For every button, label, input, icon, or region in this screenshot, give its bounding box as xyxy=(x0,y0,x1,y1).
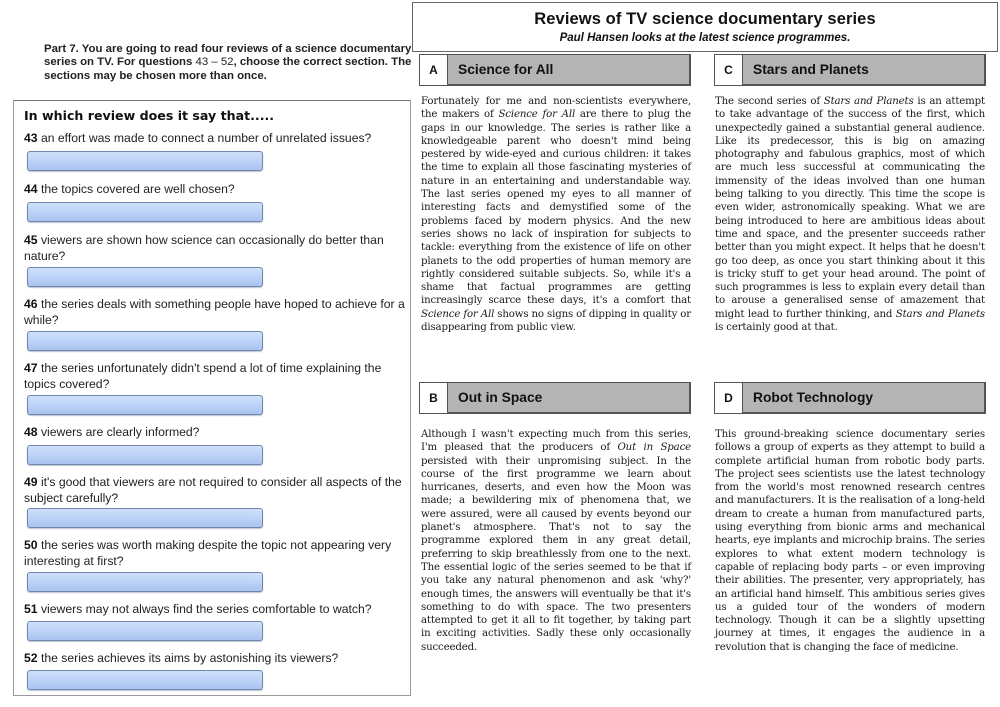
question-49 xyxy=(24,474,406,506)
section-header-b xyxy=(419,382,691,414)
question-text: viewers are clearly informed? xyxy=(37,425,200,439)
question-text: the series achieves its aims by astonishing its viewers? xyxy=(37,651,339,665)
section-letter: D xyxy=(714,382,742,414)
article-title-box xyxy=(412,2,998,52)
question-number: 52 xyxy=(24,651,38,665)
article-title: Reviews of TV science documentary series xyxy=(534,10,876,28)
question-number: 45 xyxy=(24,233,38,247)
question-52 xyxy=(24,650,406,666)
review-text-a: Fortunately for me and non-scientists everywhere, the makers of Science for All are there to plug the gaps in our knowledge. The series is rather like a knowledgeable parent who doesn't mind being pestered by wide-eyed and curious children: it takes the time to explain all those fascinating mysteries of nature in an entertaining and understandable way. The last series opened my eyes to all manner of interesting facts and demystified some of the problems faced by modern physics. And the new series shows no lack of inspiration for subjects to tackle: everything from the existence of life on other planets to the odd properties of human memory are rightly considered suitable subjects. So, while it's a shame that factual programmes are getting increasingly scarce these days, it's a comfort that Science for All shows no signs of dipping in quality or disappearing from public view. xyxy=(421,96,691,334)
article-subtitle: Paul Hansen looks at the latest science programmes. xyxy=(559,32,851,44)
question-number: 43 xyxy=(24,131,38,145)
answer-input-48[interactable] xyxy=(27,445,263,465)
question-text: the topics covered are well chosen? xyxy=(37,182,235,196)
answer-input-52[interactable] xyxy=(27,670,263,690)
series-title: Out in Space xyxy=(617,442,692,454)
question-number: 49 xyxy=(24,475,38,489)
question-48 xyxy=(24,424,406,440)
section-header-c xyxy=(714,54,986,86)
answer-input-44[interactable] xyxy=(27,202,263,222)
series-title: Science for All xyxy=(498,109,576,121)
answer-input-49[interactable] xyxy=(27,508,263,528)
question-number: 47 xyxy=(24,361,38,375)
question-number: 44 xyxy=(24,182,38,196)
question-text: the series unfortunately didn't spend a lot of time explaining the topics covered? xyxy=(24,361,382,391)
question-46 xyxy=(24,296,406,328)
section-header-d xyxy=(714,382,986,414)
series-title: Stars and Planets xyxy=(823,96,914,107)
question-number: 48 xyxy=(24,425,38,439)
instructions-text-after: , choose the correct section. The sections may be chosen more than once. xyxy=(44,56,412,82)
question-47 xyxy=(24,360,406,392)
question-number: 46 xyxy=(24,297,38,311)
question-45 xyxy=(24,232,406,264)
question-text: viewers are shown how science can occasionally do better than nature? xyxy=(24,233,384,263)
question-panel-heading: In which review does it say that..... xyxy=(24,108,275,123)
series-title: Stars and Planets xyxy=(895,308,985,320)
review-text-d: This ground-breaking science documentary series follows a group of experts as they attempt to build a complete artificial human from robotic body parts. The project sees scientists use the latest technology from the world's most renowned research centres and manufacturers. It is the realisation of a long-held dream to create a human from manufactured parts, using everything from bionic arms and mechanical hearts, eye implants and microchip brains. The series explores to what extent modern technology is capable of replacing body parts – or even improving their abilities. The presenter, very appropriately, has an artificial hand himself. This ambitious series gives us a guided tour of the wonders of modern technology. Though it can be a slightly upsetting journey at times, it engages the audience in a revolution that is changing the face of medicine. xyxy=(715,429,985,653)
question-50 xyxy=(24,537,406,569)
question-number: 50 xyxy=(24,538,38,552)
section-name: Stars and Planets xyxy=(742,54,986,86)
question-text: an effort was made to connect a number of unrelated issues? xyxy=(37,131,372,145)
section-letter: B xyxy=(419,382,447,414)
review-text-c: The second series of Stars and Planets is an attempt to take advantage of the success of the first, which unexpectedly gained a substantial general audience. Like its predecessor, this is big on amazing photography and fabulous graphics, most of which are much less successful at communicating the immensity of the ideas involved than one human being talking to you directly. This time the scope is even wider, astronomically speaking. What we are being introduced to here are ambitious ideas about time and space, and the presenter succeeds rather better than you might expect. It helps that he doesn't go too deep, as once you start thinking about it this is tricky stuff to get your head around. The point of such programmes is less to explain every detail than to arouse a generalised sense of amazement that might lead to further thinking, and Stars and Planets is certainly good at that. xyxy=(715,96,985,334)
instructions xyxy=(44,43,416,83)
series-title: Science for All xyxy=(421,308,495,320)
answer-input-46[interactable] xyxy=(27,331,263,351)
question-text: the series deals with something people have hoped to achieve for a while? xyxy=(24,297,405,327)
section-header-a xyxy=(419,54,691,86)
answer-input-45[interactable] xyxy=(27,267,263,287)
section-letter: A xyxy=(419,54,447,86)
section-letter: C xyxy=(714,54,742,86)
question-text: the series was worth making despite the topic not appearing very interesting at first? xyxy=(24,538,392,568)
question-panel xyxy=(13,100,411,696)
section-name: Robot Technology xyxy=(742,382,986,414)
section-name: Science for All xyxy=(447,54,691,86)
instructions-text-before: Part 7. You are going to read four reviews of a science documentary series on TV. For questions xyxy=(44,43,412,69)
question-51 xyxy=(24,601,406,617)
question-range: 43 – 52 xyxy=(195,56,234,69)
answer-input-47[interactable] xyxy=(27,395,263,415)
section-name: Out in Space xyxy=(447,382,691,414)
question-44 xyxy=(24,181,406,197)
question-text: it's good that viewers are not required to consider all aspects of the subject carefully? xyxy=(24,475,402,505)
question-43 xyxy=(24,130,406,146)
answer-input-50[interactable] xyxy=(27,572,263,592)
question-number: 51 xyxy=(24,602,38,616)
answer-input-51[interactable] xyxy=(27,621,263,641)
question-text: viewers may not always find the series comfortable to watch? xyxy=(37,602,372,616)
answer-input-43[interactable] xyxy=(27,151,263,171)
review-text-b: Although I wasn't expecting much from this series, I'm pleased that the producers of Out in Space persisted with their unpromising subject. In the course of the first programme we learn about hurricanes, deserts, and even how the Moon was made; a bewildering mix of phenomena that, we were assured, were all caused by events beyond our planet's atmosphere. That's not to say the programme explored them in any great detail, preferring to skip breathlessly from one to the next. The essential logic of the series seemed to be that if you take any natural phenomenon and ask 'why?' enough times, the answers will eventually be that it's something to do with space. The two presenters attempted to get it all to fit together, by taking part in exciting activities. Sadly these only occasionally succeeded. xyxy=(421,429,692,653)
